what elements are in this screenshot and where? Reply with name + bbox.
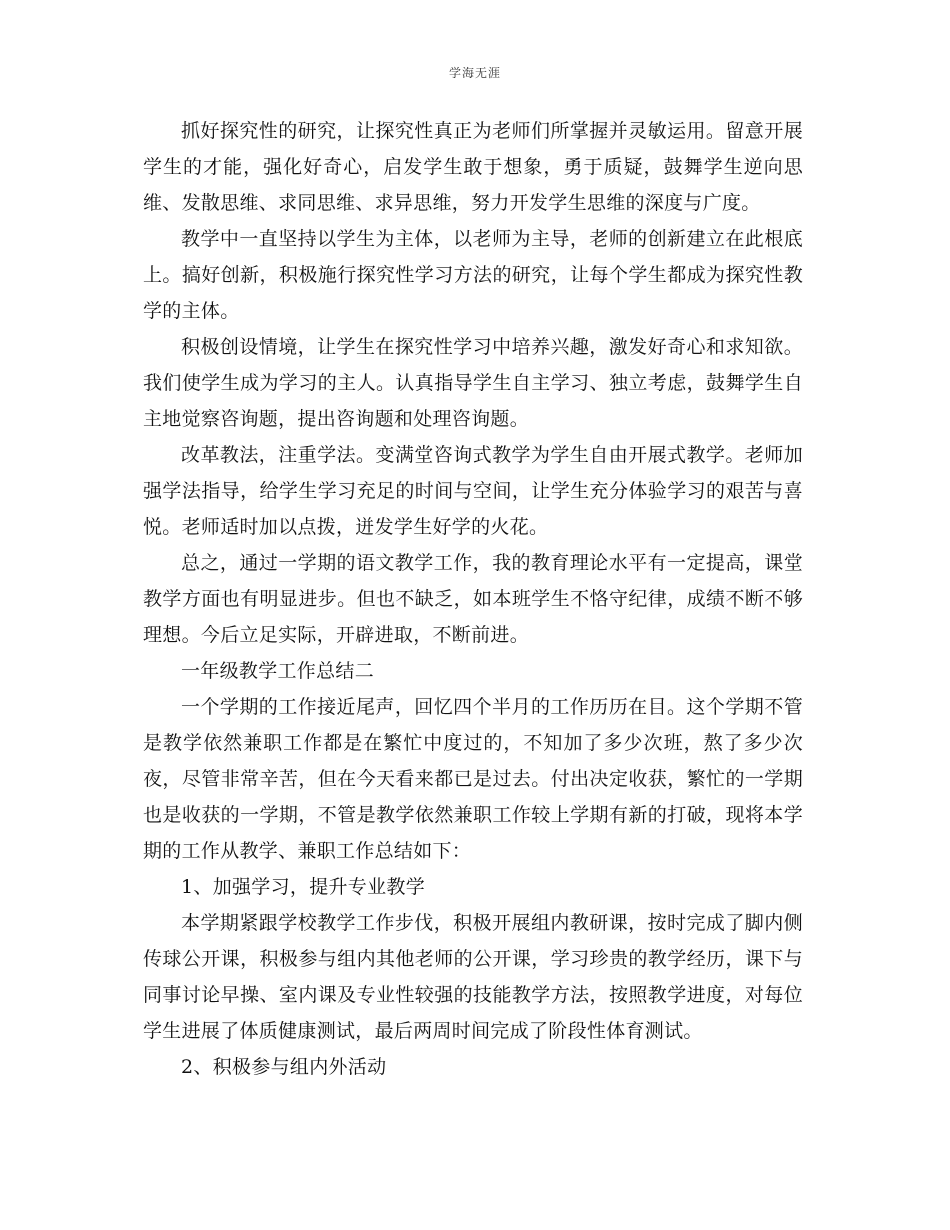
paragraph-6: 一个学期的工作接近尾声，回忆四个半月的工作历历在目。这个学期不管是教学依然兼职工作都是在繁忙中度过的，不知加了多少次班，熬了多少次夜，尽管非常辛苦，但在今天看来都已是过去。付出决定收获，繁忙的一学期也是收获的一学期，不管是教学依然兼职工作较上学期有新的打破，现将本学期的工作从教学、兼职工作总结如下： (143, 696, 803, 862)
subheading-1: 1、加强学习，提升专业教学 (181, 876, 425, 898)
page-header: 学海无涯 (448, 66, 501, 80)
section-title: 一年级教学工作总结二 (181, 660, 375, 682)
paragraph-3: 积极创设情境，让学生在探究性学习中培养兴趣，激发好奇心和求知欲。我们使学生成为学习的主人。认真指导学生自主学习、独立考虑，鼓舞学生自主地觉察咨询题，提出咨询题和处理咨询题。 (143, 336, 803, 430)
document-body (143, 113, 803, 1085)
subheading-2: 2、积极参与组内外活动 (181, 1056, 387, 1078)
paragraph-2: 教学中一直坚持以学生为主体，以老师为主导，老师的创新建立在此根底上。搞好创新，积极施行探究性学习方法的研究，让每个学生都成为探究性教学的主体。 (143, 228, 803, 322)
paragraph-1: 抓好探究性的研究，让探究性真正为老师们所掌握并灵敏运用。留意开展学生的才能，强化好奇心，启发学生敢于想象，勇于质疑，鼓舞学生逆向思维、发散思维、求同思维、求异思维，努力开发学生思维的深度与广度。 (143, 120, 803, 214)
paragraph-5: 总之，通过一学期的语文教学工作，我的教育理论水平有一定提高，课堂教学方面也有明显进步。但也不缺乏，如本班学生不恪守纪律，成绩不断不够理想。今后立足实际，开辟进取，不断前进。 (143, 552, 803, 646)
paragraph-7: 本学期紧跟学校教学工作步伐，积极开展组内教研课，按时完成了脚内侧传球公开课，积极参与组内其他老师的公开课，学习珍贵的教学经历，课下与同事讨论早操、室内课及专业性较强的技能教学方法，按照教学进度，对每位学生进展了体质健康测试，最后两周时间完成了阶段性体育测试。 (143, 912, 803, 1042)
paragraph-4: 改革教法，注重学法。变满堂咨询式教学为学生自由开展式教学。老师加强学法指导，给学生学习充足的时间与空间，让学生充分体验学习的艰苦与喜悦。老师适时加以点拨，迸发学生好学的火花。 (143, 444, 803, 538)
